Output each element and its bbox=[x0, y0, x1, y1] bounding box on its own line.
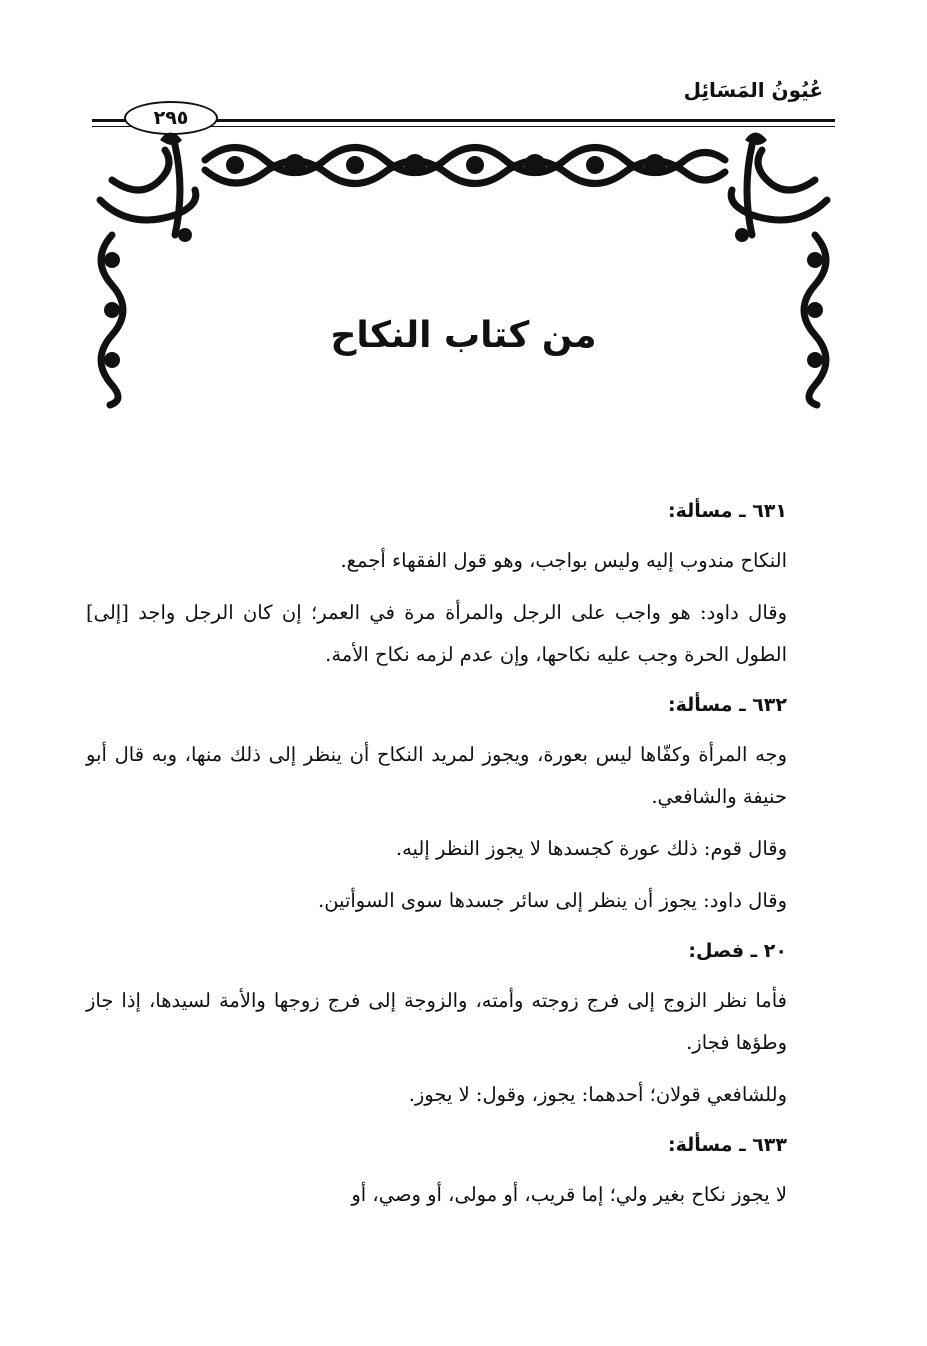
running-title: عُيُونُ المَسَائِل bbox=[683, 78, 823, 102]
paragraph: وجه المرأة وكفّاها ليس بعورة، ويجوز لمريد النكاح أن ينظر إلى ذلك منها، وبه قال أبو حنيفة والشافعي. bbox=[86, 743, 787, 808]
issue-heading: ٦٣١ ـ مسألة: bbox=[667, 500, 787, 522]
paragraph: وقال قوم: ذلك عورة كجسدها لا يجوز النظر إليه. bbox=[395, 837, 787, 860]
paragraph: النكاح مندوب إليه وليس بواجب، وهو قول الفقهاء أجمع. bbox=[340, 549, 787, 572]
issue-heading: ٦٣٣ ـ مسألة: bbox=[667, 1134, 787, 1156]
section-heading: ٢٠ ـ فصل: bbox=[688, 940, 787, 962]
body-text bbox=[86, 492, 787, 1226]
chapter-title: من كتاب النكاح bbox=[330, 315, 597, 356]
paragraph: وقال داود: يجوز أن ينظر إلى سائر جسدها سوى السوأتين. bbox=[318, 889, 787, 912]
chapter-ornament-frame bbox=[0, 0, 927, 420]
paragraph: لا يجوز نكاح بغير ولي؛ إما قريب، أو مولى، أو وصي، أو bbox=[351, 1183, 787, 1206]
paragraph: وللشافعي قولان؛ أحدهما: يجوز، وقول: لا يجوز. bbox=[408, 1083, 787, 1106]
paragraph: فأما نظر الزوج إلى فرج زوجته وأمته، والزوجة إلى فرج زوجها والأمة لسيدها، إذا جاز وطؤها فجاز. bbox=[86, 989, 787, 1054]
paragraph: وقال داود: هو واجب على الرجل والمرأة مرة في العمر؛ إن كان الرجل واجد [إلى] الطول الحرة وجب عليه نكاحها، وإن عدم لزمه نكاح الأمة. bbox=[86, 601, 787, 666]
issue-heading: ٦٣٢ ـ مسألة: bbox=[667, 694, 787, 716]
page-number: ٢٩٥ bbox=[124, 101, 218, 135]
